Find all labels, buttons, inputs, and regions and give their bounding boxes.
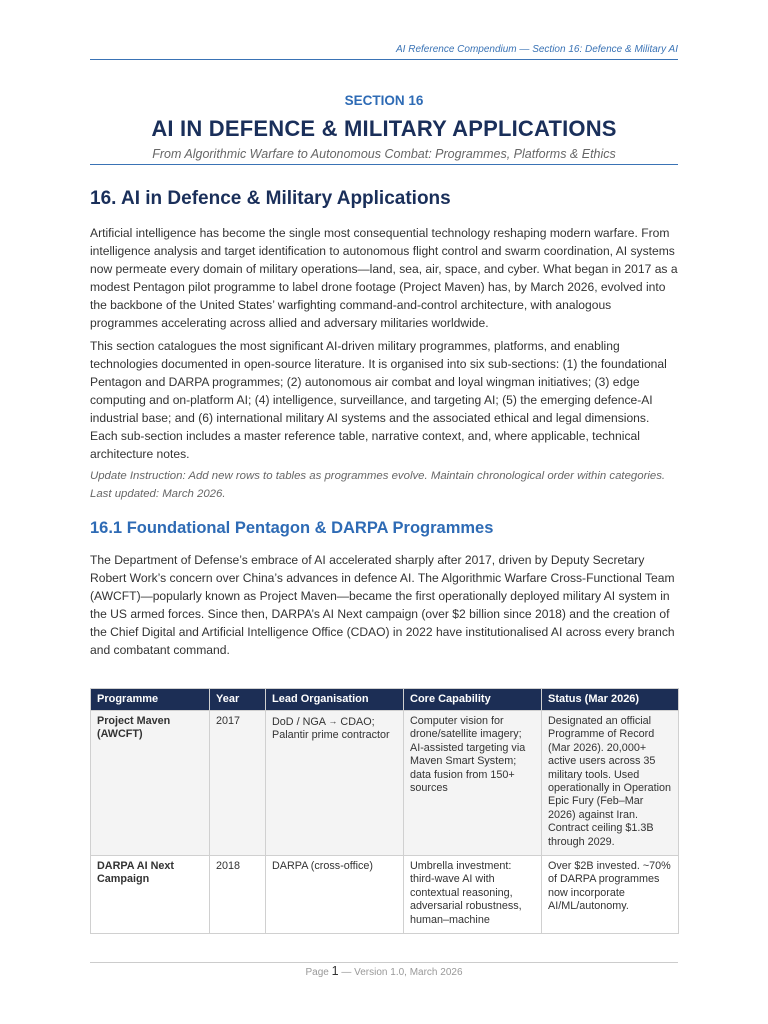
table-header-row <box>91 689 679 711</box>
running-header: AI Reference Compendium — Section 16: Defence & Military AI <box>396 44 678 55</box>
column-header: Programme <box>91 689 210 711</box>
column-header: Year <box>210 689 266 711</box>
header-divider <box>90 59 678 60</box>
year-cell: 2018 <box>210 856 266 934</box>
status-cell: Over $2B invested. ~70% of DARPA programmes now incorporate AI/ML/autonomy. <box>542 856 679 934</box>
page-prefix: Page <box>305 967 329 978</box>
document-subtitle: From Algorithmic Warfare to Autonomous Combat: Programmes, Platforms & Ethics <box>152 147 616 161</box>
version-label: — Version 1.0, March 2026 <box>341 967 463 978</box>
table-row <box>91 711 679 856</box>
page-number: 1 <box>331 964 339 978</box>
column-header: Status (Mar 2026) <box>542 689 679 711</box>
year-cell: 2017 <box>210 711 266 856</box>
scope-paragraph: This section catalogues the most significant AI-driven military programmes, platforms, and enabling technologies documented in open-source literature. It is organised into six sub-sections: (1) the foundational Pentagon and DARPA programmes; (2) autonomous air combat and loyal wingman initiatives; (3) edge computing and on-platform AI; (4) intelligence, surveillance, and targeting AI; (5) the emerging defence-AI industrial base; and (6) international military AI systems and the associated ethical and legal dimensions. Each sub-section includes a master reference table, narrative context, and, where applicable, technical architecture notes. <box>90 339 667 461</box>
lead-organisation-text: CDAO; Palantir prime contractor <box>272 716 390 742</box>
section-heading: 16. AI in Defence & Military Applications <box>90 188 451 209</box>
document-title: AI IN DEFENCE & MILITARY APPLICATIONS <box>151 116 617 141</box>
lead-organisation-cell: DARPA (cross-office) <box>266 856 404 934</box>
column-header: Core Capability <box>404 689 542 711</box>
core-capability-cell: Umbrella investment: third-wave AI with contextual reasoning, adversarial robustness, human–machine <box>404 856 542 934</box>
page-footer <box>90 964 678 978</box>
arrow-right-icon: → <box>328 716 338 726</box>
programmes-table <box>90 688 679 934</box>
programme-cell: Project Maven (AWCFT) <box>91 711 210 856</box>
subsection-heading: 16.1 Foundational Pentagon & DARPA Programmes <box>90 519 494 537</box>
lead-organisation-cell <box>266 711 404 856</box>
footer-divider <box>90 962 678 963</box>
core-capability-cell: Computer vision for drone/satellite imagery; AI-assisted targeting via Maven Smart System; data fusion from 150+ sources <box>404 711 542 856</box>
update-instruction-note: Update Instruction: Add new rows to tables as programmes evolve. Maintain chronological order within categories. Last updated: March 2026. <box>90 470 666 500</box>
table-row <box>91 856 679 934</box>
section-label: SECTION 16 <box>344 93 424 108</box>
title-divider <box>90 164 678 165</box>
programme-cell: DARPA AI Next Campaign <box>91 856 210 934</box>
lead-organisation-text: DoD / NGA <box>272 716 326 728</box>
subsection-paragraph: The Department of Defense’s embrace of AI accelerated sharply after 2017, driven by Deputy Secretary Robert Work’s concern over China’s advances in defence AI. The Algorithmic Warfare Cross-Functional Team (AWCFT)—popularly known as Project Maven—became the first operationally deployed military AI system in the US armed forces. Since then, DARPA’s AI Next campaign (over $2 billion since 2018) and the creation of the Chief Digital and Artificial Intelligence Office (CDAO) in 2022 have institutionalised AI across every branch and combatant command. <box>90 553 675 657</box>
column-header: Lead Organisation <box>266 689 404 711</box>
status-cell: Designated an official Programme of Record (Mar 2026). 20,000+ active users across 35 military tools. Used operationally in Operation Epic Fury (Feb–Mar 2026) against Iran. Contract ceiling $1.3B through 2029. <box>542 711 679 856</box>
intro-paragraph: Artificial intelligence has become the single most consequential technology reshaping modern warfare. From intelligence analysis and target identification to autonomous flight control and swarm coordination, AI systems now permeate every domain of military operations—land, sea, air, space, and cyber. What began in 2017 as a modest Pentagon pilot programme to label drone footage (Project Maven) has, by March 2026, evolved into the backbone of the United States’ warfighting command-and-control architecture, with analogous programmes accelerating across allied and adversary militaries worldwide. <box>90 226 678 330</box>
